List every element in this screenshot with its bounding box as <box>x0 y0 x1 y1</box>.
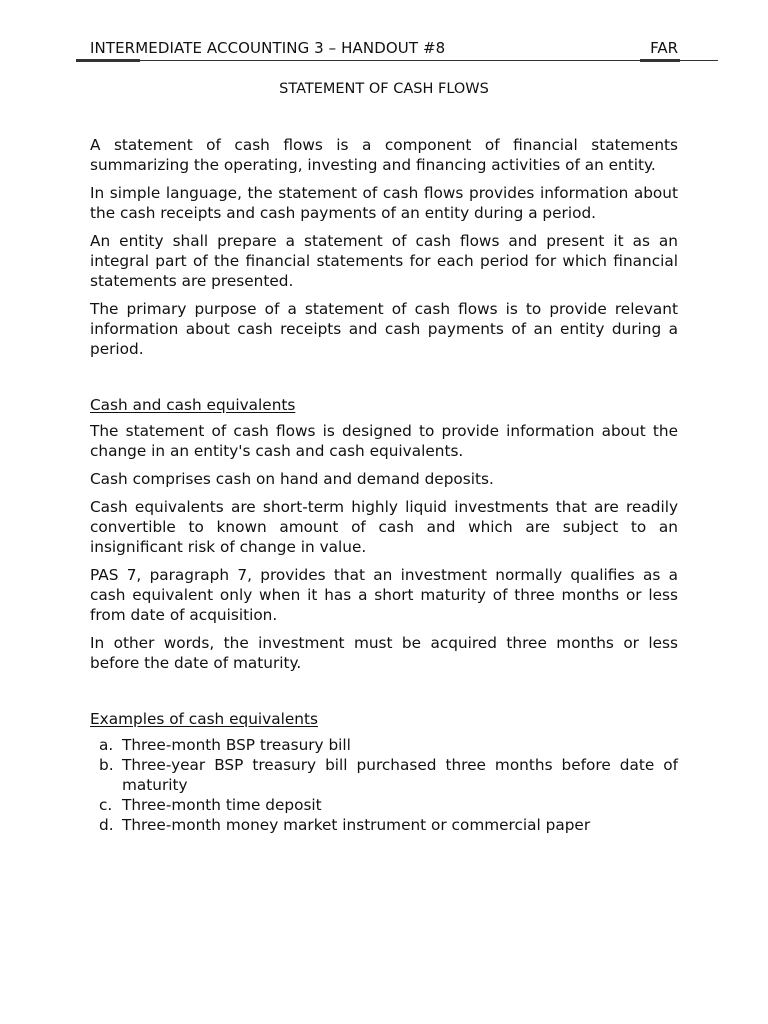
list-item-text: Three-month time deposit <box>122 796 322 814</box>
list-item-text: Three-year BSP treasury bill purchased three months before date of maturity <box>122 756 678 794</box>
list-marker: b. <box>99 756 114 774</box>
examples-list <box>90 735 678 835</box>
list-marker: a. <box>99 736 114 754</box>
header-rule <box>76 60 718 61</box>
header-rule-accent-right <box>640 59 680 62</box>
page-header <box>90 38 678 58</box>
section-spacer <box>90 681 678 709</box>
cash-paragraph-1: The statement of cash flows is designed to provide information about the change in an entity's cash and cash equivalents. <box>90 422 678 460</box>
intro-paragraph-1: A statement of cash flows is a component of financial statements summarizing the operating, investing and financing activities of an entity. <box>90 136 678 174</box>
cash-paragraph-4: PAS 7, paragraph 7, provides that an investment normally qualifies as a cash equivalent only when it has a short maturity of three months or less from date of acquisition. <box>90 566 678 624</box>
list-item <box>99 815 678 835</box>
list-item <box>99 755 678 795</box>
list-marker: d. <box>99 816 114 834</box>
examples-section-heading: Examples of cash equivalents <box>90 710 318 728</box>
cash-section-heading: Cash and cash equivalents <box>90 396 296 414</box>
list-item-text: Three-month BSP treasury bill <box>122 736 351 754</box>
cash-paragraph-3: Cash equivalents are short-term highly liquid investments that are readily convertible to known amount of cash and which are subject to an insignificant risk of change in value. <box>90 498 678 556</box>
cash-paragraph-2: Cash comprises cash on hand and demand deposits. <box>90 470 494 488</box>
intro-paragraph-4: The primary purpose of a statement of cash flows is to provide relevant information about cash receipts and cash payments of an entity during a period. <box>90 300 678 358</box>
list-item <box>99 795 678 815</box>
section-spacer <box>90 367 678 395</box>
list-item <box>99 735 678 755</box>
list-marker: c. <box>99 796 113 814</box>
cash-paragraph-5: In other words, the investment must be acquired three months or less before the date of maturity. <box>90 634 678 672</box>
intro-paragraph-3: An entity shall prepare a statement of cash flows and present it as an integral part of the financial statements for each period for which financial statements are presented. <box>90 232 678 290</box>
document-body <box>90 135 678 835</box>
header-subject-code: FAR <box>650 39 678 57</box>
header-rule-accent-left <box>76 59 140 62</box>
page-title: STATEMENT OF CASH FLOWS <box>279 81 489 97</box>
list-item-text: Three-month money market instrument or commercial paper <box>122 816 591 834</box>
header-course-title: INTERMEDIATE ACCOUNTING 3 – HANDOUT #8 <box>90 39 446 57</box>
intro-paragraph-2: In simple language, the statement of cash flows provides information about the cash receipts and cash payments of an entity during a period. <box>90 184 678 222</box>
